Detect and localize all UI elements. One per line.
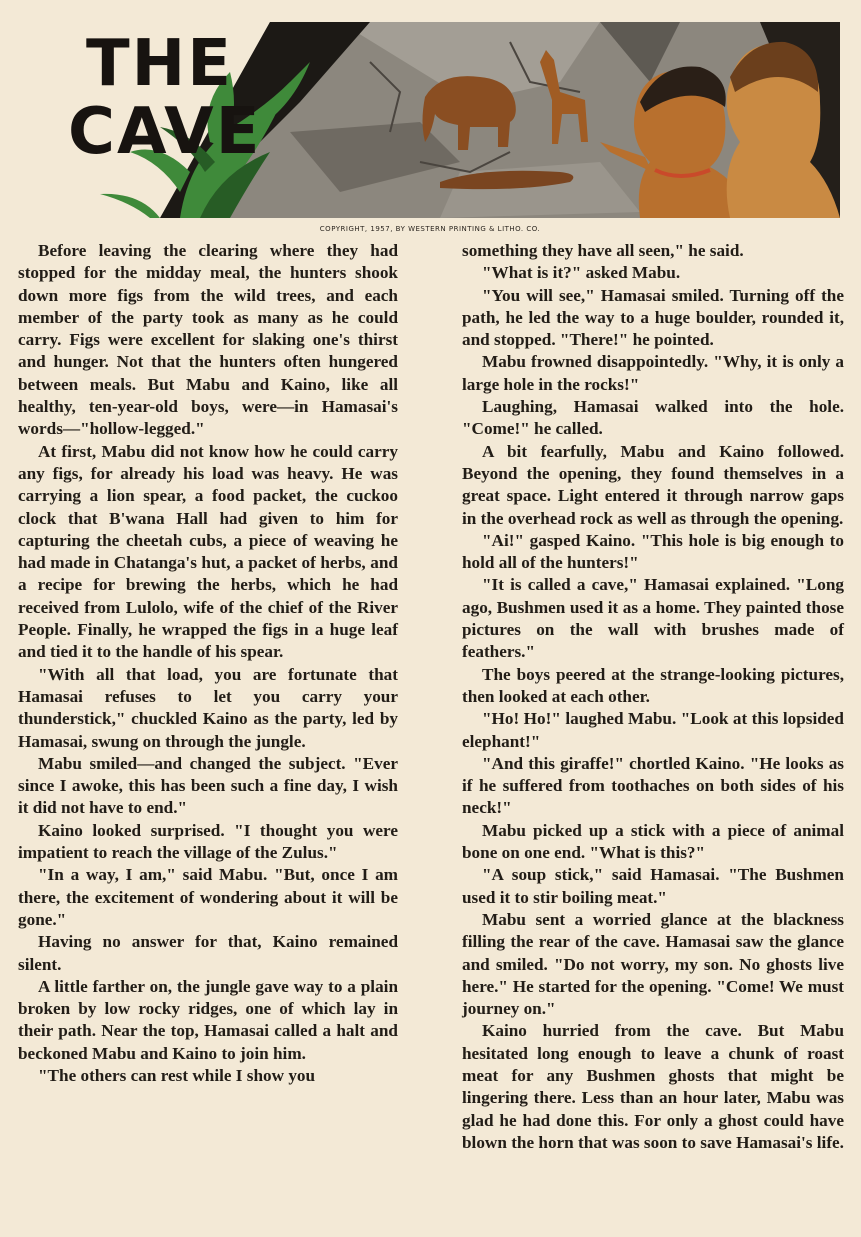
paragraph: Having no answer for that, Kaino remained silent. [18, 932, 398, 974]
paragraph: Laughing, Hamasai walked into the hole. "Come!" he called. [462, 397, 844, 439]
paragraph: Mabu sent a worried glance at the blackness filling the rear of the cave. Hamasai saw the glance and smiled. "Do not worry, my son. No ghosts live here." He started for the opening. "Come! We must journey on." [462, 909, 844, 1019]
paragraph: "Ai!" gasped Kaino. "This hole is big enough to hold all of the hunters!" [462, 530, 844, 573]
copyright-notice: COPYRIGHT, 1957, BY WESTERN PRINTING & LITHO. CO. [319, 225, 541, 233]
paragraph: "Ho! Ho!" laughed Mabu. "Look at this lopsided elephant!" [462, 709, 844, 751]
title-line-2: CAVE [68, 95, 262, 169]
paragraph: Kaino hurried from the cave. But Mabu hesitated long enough to leave a chunk of roast meat for any Bushmen ghosts that might be lingering there. Less than an hour later, Mabu was glad he had done this. For only a ghost could have blown the horn that was soon to save Hamasai's life. [462, 1021, 844, 1152]
paragraph: "In a way, I am," said Mabu. "But, once I am there, the excitement of wondering about it will be gone." [18, 865, 398, 929]
paragraph: "The others can rest while I show you [38, 1065, 316, 1085]
title-line-1: THE [86, 27, 233, 101]
left-column [18, 240, 398, 1087]
paragraph: "It is called a cave," Hamasai explained. "Long ago, Bushmen used it as a home. They painted those pictures on the wall with brushes made of feathers." [462, 575, 844, 662]
paragraph: Mabu picked up a stick with a piece of animal bone on one end. "What is this?" [462, 820, 844, 863]
story-title [68, 27, 262, 169]
paragraph: "You will see," Hamasai smiled. Turning off the path, he led the way to a huge boulder, rounded it, and stopped. "There!" he pointed. [462, 285, 844, 350]
paragraph: "With all that load, you are fortunate that Hamasai refuses to let you carry your thunderstick," chuckled Kaino as the party, led by Hamasai, swung on through the jungle. [18, 664, 398, 751]
right-column [462, 240, 844, 1154]
paragraph: "And this giraffe!" chortled Kaino. "He looks as if he suffered from toothaches on both sides of his neck!" [462, 753, 844, 818]
paragraph: The boys peered at the strange-looking pictures, then looked at each other. [462, 664, 844, 706]
paragraph: Mabu smiled—and changed the subject. "Ever since I awoke, this has been such a fine day, I wish it did not have to end." [18, 753, 398, 818]
paragraph: Mabu frowned disappointedly. "Why, it is only a large hole in the rocks!" [462, 352, 844, 394]
title-banner [40, 22, 840, 218]
paragraph-continuation: something they have all seen," he said. [462, 241, 744, 260]
paragraph: "What is it?" asked Mabu. [482, 263, 681, 283]
paragraph: A little farther on, the jungle gave way to a plain broken by low rocky ridges, one of which lay in their path. Near the top, Hamasai called a halt and beckoned Mabu and Kaino to join him. [18, 976, 398, 1063]
paragraph: "A soup stick," said Hamasai. "The Bushmen used it to stir boiling meat." [462, 865, 844, 907]
paragraph: A bit fearfully, Mabu and Kaino followed. Beyond the opening, they found themselves in a great space. Light entered it through narrow gaps in the overhead rock as well as through the opening. [462, 441, 844, 528]
paragraph: Before leaving the clearing where they had stopped for the midday meal, the hunters shook down more figs from the wild trees, and each member of the party took as many as he could carry. Figs were excellent for slaking one's thirst and hunger. Not that the hunters often hungered between meals. But Mabu and Kaino, like all healthy, ten-year-old boys, were—in Hamasai's words—"hollow-legged." [18, 241, 398, 439]
paragraph: At first, Mabu did not know how he could carry any figs, for already his load was heavy. He was carrying a lion spear, a food packet, the cuckoo clock that B'wana Hall had given to him for capturing the cheetah cubs, a piece of weaving he had made in Chatanga's hut, a packet of herbs, and a recipe for brewing the herbs, which he had received from Lulolo, wife of the chief of the River People. Finally, he wrapped the figs in a huge leaf and tied it to the handle of his spear. [18, 441, 398, 662]
paragraph: Kaino looked surprised. "I thought you were impatient to reach the village of the Zulus." [18, 820, 398, 863]
